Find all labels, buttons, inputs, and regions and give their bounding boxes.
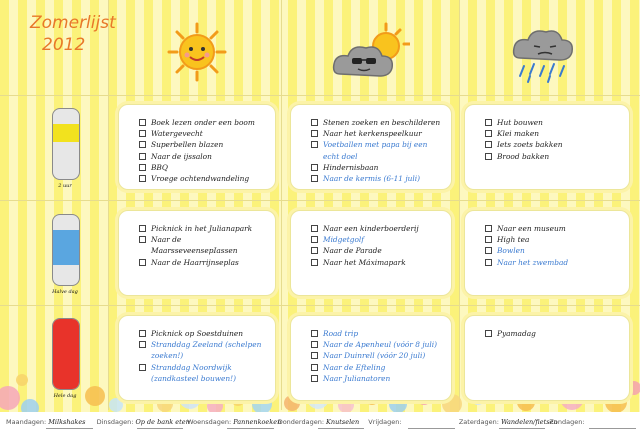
weekday-label: Zaterdagen: (458, 418, 499, 426)
column-divider (281, 0, 282, 410)
checklist-item-text: Naar de Parade (323, 246, 382, 256)
checklist-item (311, 128, 445, 139)
checkbox[interactable] (139, 119, 146, 126)
activity-card (464, 104, 630, 190)
sun-cloud-sunglasses-icon (330, 22, 410, 86)
checklist-item-text: Hut bouwen (497, 118, 543, 127)
checklist-item-text: Naar Duinrell (vóór 20 juli) (323, 351, 426, 361)
checklist-item-text: Pyamadag (497, 329, 536, 338)
gauge-tube (52, 318, 80, 390)
weekday-underline (589, 428, 636, 429)
checklist-item-text: BBQ (151, 162, 168, 172)
checklist-item-text: Brood bakken (497, 151, 550, 161)
checkbox[interactable] (485, 119, 492, 126)
checklist-item-text: Picknick in het Julianapark (151, 224, 253, 233)
checklist-item (311, 245, 445, 256)
checklist-item (311, 234, 445, 245)
checklist-item-text: Bowlen (497, 246, 525, 256)
column-divider (108, 0, 109, 410)
checkbox[interactable] (139, 236, 146, 243)
page-title (30, 12, 116, 56)
checklist-item (311, 162, 445, 173)
checklist-item-text: Iets zoets bakken (497, 140, 563, 150)
checklist-item-text: Klei maken (497, 129, 539, 139)
checklist-item (485, 128, 623, 139)
checklist-item-text: Stranddag Zeeland (schelpen zoeken!) (151, 340, 262, 361)
checkbox[interactable] (485, 153, 492, 160)
checklist-item-text: Stenen zoeken en beschilderen (323, 118, 441, 127)
checklist-item-text: Naar de Efteling (323, 362, 386, 372)
duration-gauge-hele-dag (52, 318, 82, 399)
checkbox[interactable] (311, 364, 318, 371)
checkbox[interactable] (311, 119, 318, 126)
weekday-underline (318, 428, 365, 429)
gauge-tube (52, 214, 80, 286)
checklist-item (139, 162, 269, 173)
checklist-item (139, 223, 269, 234)
checklist-item-text: Naar het kerkenspeelkuur (323, 129, 422, 139)
weekday-underline (227, 428, 274, 429)
activity-card (464, 210, 630, 296)
checklist-item (311, 223, 445, 234)
checklist-item (311, 173, 445, 184)
checklist-item (311, 139, 445, 161)
checklist-item (485, 257, 623, 268)
checkbox[interactable] (311, 259, 318, 266)
activity-card (290, 315, 452, 401)
checklist-item-text: Midgetgolf (323, 235, 365, 245)
checkbox[interactable] (311, 225, 318, 232)
checklist-item (485, 328, 623, 339)
activity-card (464, 315, 630, 401)
checkbox[interactable] (485, 259, 492, 266)
weekday-label: Woensdagen: (187, 418, 232, 426)
checkbox[interactable] (311, 130, 318, 137)
checklist-item-text: Naar de MaarsseveensepIassen (151, 235, 238, 256)
checkbox[interactable] (139, 225, 146, 232)
checkbox[interactable] (485, 130, 492, 137)
row-divider (0, 200, 640, 201)
checklist-item (485, 234, 623, 245)
activity-card (118, 104, 276, 190)
checkbox[interactable] (311, 247, 318, 254)
gauge-label: Hele dag (53, 393, 77, 399)
checklist-item-text: Naar Julianatoren (323, 373, 391, 383)
checklist-item (139, 173, 269, 184)
weekday-entry (459, 418, 558, 426)
checkbox[interactable] (139, 364, 146, 371)
checklist-item-text: Naar de ijssalon (151, 151, 212, 161)
checklist-item-text: Boek lezen onder een boom (151, 118, 255, 127)
checklist-item-text: Naar het Máximapark (323, 257, 406, 267)
checkbox[interactable] (311, 236, 318, 243)
activity-card (290, 210, 452, 296)
checklist-item-text: High tea (497, 235, 530, 245)
weekday-value[interactable]: Knutselen (326, 418, 360, 426)
checklist-item-text: Superbellen blazen (151, 140, 224, 150)
checklist-item-text: Voetballen met papa bij een echt doel (323, 140, 428, 161)
weekday-entry (368, 418, 403, 426)
checklist-item (485, 245, 623, 256)
weekday-entry (97, 418, 190, 426)
checklist-item-text: Naar de Haarrijnseplas (151, 257, 239, 267)
checklist-item-text: Hindernisbaan (323, 162, 379, 172)
gauge-label: 2 uur (58, 183, 72, 189)
checklist-item (139, 128, 269, 139)
checklist-item (139, 117, 269, 128)
weekday-value[interactable]: Milkshakes (48, 418, 86, 426)
checklist-item-text: Naar het zwembad (497, 257, 569, 267)
checkbox[interactable] (139, 259, 146, 266)
checklist-item (485, 151, 623, 162)
checkbox[interactable] (139, 141, 146, 148)
weekday-label: Zondagen: (549, 418, 585, 426)
weekday-underline (137, 428, 184, 429)
checkbox[interactable] (139, 164, 146, 171)
checkbox[interactable] (311, 352, 318, 359)
gauge-fill (53, 230, 79, 265)
row-divider (0, 95, 640, 96)
gauge-label: Halve dag (52, 289, 78, 295)
checklist-item (485, 223, 623, 234)
checkbox[interactable] (485, 330, 492, 337)
weekday-underline (499, 428, 546, 429)
row-divider (0, 305, 640, 306)
checkbox[interactable] (311, 164, 318, 171)
weekday-label: Dinsdagen: (96, 418, 134, 426)
weekday-entry (6, 418, 86, 426)
column-divider (459, 0, 460, 410)
checklist-item (311, 257, 445, 268)
checklist-item (139, 151, 269, 162)
checklist-item-text: Stranddag Noordwijk (zandkasteel bouwen!) (151, 362, 237, 383)
checkbox[interactable] (485, 225, 492, 232)
checklist-item (485, 139, 623, 150)
checklist-item-text: Naar een kinderboerderij (323, 224, 419, 233)
checklist-item (311, 328, 445, 339)
checklist-item (485, 117, 623, 128)
checkbox[interactable] (311, 141, 318, 148)
weekday-entry (278, 418, 359, 426)
weekday-label: Donderdagen: (277, 418, 325, 426)
checklist-item-text: Naar de kermis (6-11 juli) (323, 174, 421, 184)
checklist-item (139, 139, 269, 150)
weekday-entry (187, 418, 281, 426)
checkbox[interactable] (485, 236, 492, 243)
duration-gauge-halve-dag (52, 214, 82, 295)
checklist-item-text: Picknick op Soestduinen (151, 329, 243, 338)
weekday-value[interactable]: Wandelen/fietsen (500, 418, 558, 426)
duration-gauge-2-uur (52, 108, 82, 189)
checkbox[interactable] (139, 330, 146, 337)
checklist-item (311, 350, 445, 361)
weekday-value[interactable]: Pannenkoeken (233, 418, 282, 426)
checkbox[interactable] (139, 130, 146, 137)
gauge-fill (53, 319, 79, 389)
checklist-item (311, 362, 445, 373)
checkbox[interactable] (139, 175, 146, 182)
weekday-footer (0, 412, 640, 445)
gauge-tube (52, 108, 80, 180)
rain-cloud-icon (510, 20, 580, 84)
sun-icon (165, 22, 229, 82)
checkbox[interactable] (139, 341, 146, 348)
weekday-underline (46, 428, 93, 429)
checklist-item-text: Vroege ochtendwandeling (151, 174, 250, 184)
activity-card (290, 104, 452, 190)
gauge-fill (53, 124, 79, 142)
weekday-underline (408, 428, 455, 429)
activity-card (118, 315, 276, 401)
checklist-item (139, 339, 269, 361)
weekday-row (6, 418, 640, 430)
checklist-item (311, 117, 445, 128)
checkbox[interactable] (311, 375, 318, 382)
checkbox[interactable] (311, 330, 318, 337)
checkbox[interactable] (485, 247, 492, 254)
weekday-entry (549, 418, 586, 426)
checklist-item (311, 373, 445, 384)
checklist-item-text: Road trip (323, 329, 359, 338)
weekday-value[interactable]: Op de bank eten (135, 418, 190, 426)
checklist-item-text: Naar de Apenheul (vóór 8 juli) (323, 340, 437, 350)
checklist-item (139, 362, 269, 384)
title-year: 2012 (42, 35, 86, 55)
checkbox[interactable] (139, 153, 146, 160)
checklist-item (139, 234, 269, 256)
checkbox[interactable] (311, 175, 318, 182)
checklist-item-text: Naar een museum (497, 224, 566, 233)
weekday-label: Maandagen: (6, 418, 47, 426)
activity-card (118, 210, 276, 296)
checklist-item-text: Watergevecht (151, 129, 203, 139)
checklist-item (311, 339, 445, 350)
checklist-item (139, 257, 269, 268)
checkbox[interactable] (485, 141, 492, 148)
weekday-label: Vrijdagen: (368, 418, 402, 426)
checklist-item (139, 328, 269, 339)
checkbox[interactable] (311, 341, 318, 348)
title-line-1: Zomerlijst (30, 13, 116, 33)
